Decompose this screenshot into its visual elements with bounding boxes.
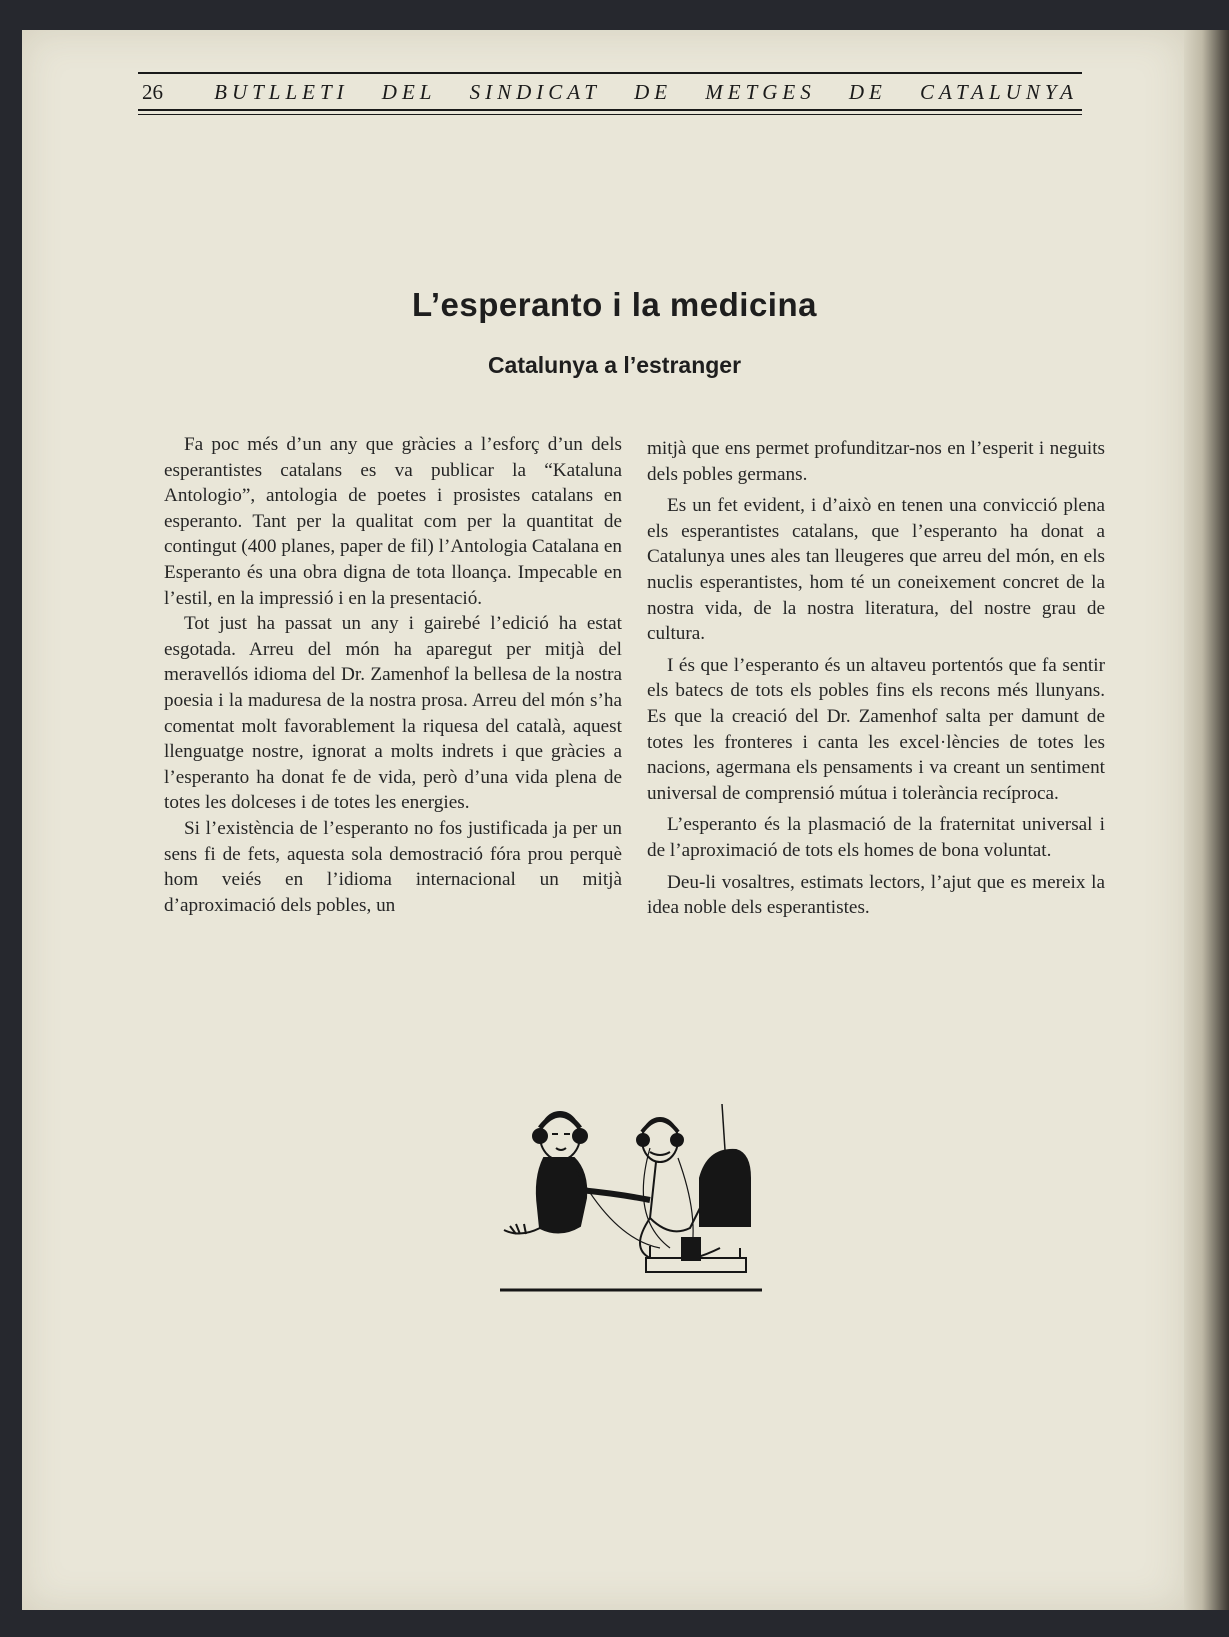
header-row bbox=[138, 74, 1082, 109]
paragraph: mitjà que ens permet profunditzar-nos en l’esperit i neguits dels pobles germans. bbox=[647, 438, 1105, 485]
paragraph: I és que l’esperanto és un altaveu portentós que fa sentir els batecs de tots els pobles fins els recons més llunyans. Es que la creació del Dr. Zamenhof salta per damunt de totes les fronteres i canta les excel·lències de totes les nacions, agermana els pensaments i va creant un sentiment universal de comprensió mútua i tolerància recíproca. bbox=[647, 654, 1105, 804]
header-word: DE bbox=[634, 80, 673, 104]
header-word: CATALUNYA bbox=[920, 80, 1078, 104]
header-rule-thin bbox=[138, 114, 1082, 115]
left-column bbox=[164, 432, 622, 918]
paragraph: Fa poc més d’un any que gràcies a l’esforç d’un dels esperantistes catalans es va publicar la “Kataluna Antologio”, antologia de poetes i prosistes catalans en esperanto. Tant per la qualitat com per la quantitat de contingut (400 planes, paper de fil) l’Antologia Catalana en Esperanto és una obra digna de tota lloança. Impecable en l’estil, en la impressió i en la presentació. bbox=[164, 434, 622, 609]
page-edge bbox=[1184, 30, 1229, 1610]
header-word: DEL bbox=[381, 80, 437, 104]
paragraph: L’esperanto és la plasmació de la fraternitat universal i de l’aproximació de tots els homes de bona voluntat. bbox=[647, 814, 1105, 861]
header-word: METGES bbox=[705, 80, 816, 104]
header-rule-bottom bbox=[138, 109, 1082, 111]
header-word: DE bbox=[848, 80, 887, 104]
right-column bbox=[647, 436, 1105, 921]
article-subtitle: Catalunya a l’estranger bbox=[487, 352, 742, 378]
article-title: L’esperanto i la medicina bbox=[412, 286, 817, 323]
paragraph: Es un fet evident, i d’això en tenen una convicció plena els esperantistes catalans, que l’esperanto ha donat a Catalunya unes ales tan lleugeres que arreu del món, en els nuclis esperantistes, hom té un coneixement concret de la nostra vida, de la nostra literatura, del nostre grau de cultura. bbox=[647, 495, 1105, 645]
header-word: BUTLLETI bbox=[214, 80, 349, 104]
page-number: 26 bbox=[142, 80, 163, 104]
running-header bbox=[138, 72, 1082, 115]
paragraph: Si l’existència de l’esperanto no fos justificada ja per un sens fi de fets, aquesta sola demostració fóra prou perquè hom veiés en l’idioma internacional un mitjà d’aproximació dels pobles, un bbox=[164, 817, 622, 916]
cartoon-radio-listeners-icon bbox=[500, 1098, 762, 1296]
paragraph: Deu-li vosaltres, estimats lectors, l’ajut que es mereix la idea noble dels esperantistes. bbox=[647, 871, 1105, 919]
header-word: SINDICAT bbox=[469, 80, 601, 104]
paragraph: Tot just ha passat un any i gairebé l’edició ha estat esgotada. Arreu del món ha aparegut per mitjà del meravellós idioma del Dr. Zamenhof la bellesa de la nostra poesia i la maduresa de la nostra prosa. Arreu del món s’ha comentat molt favorablement la riquesa del català, aquest llenguatge nostre, ignorat a molts indrets i que gràcies a l’esperanto ha donat fe de vida, però d’una vida plena de totes les dolceses i de totes les energies. bbox=[164, 613, 622, 814]
